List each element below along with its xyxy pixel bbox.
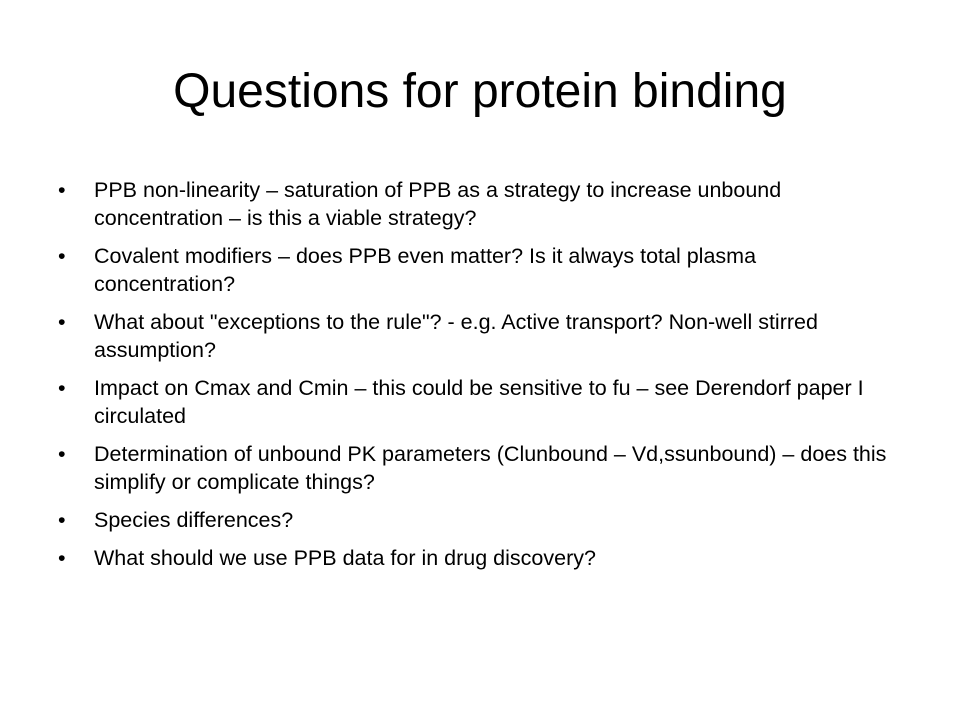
bullet-point: •	[58, 310, 66, 334]
bullet-point: •	[58, 508, 66, 532]
bullet-point: •	[58, 244, 66, 268]
bullet-text: Determination of unbound PK parameters (Clunbound – Vd,ssunbound) – does this simplify or complicate things?	[94, 442, 887, 494]
bullet-list	[58, 176, 898, 582]
bullet-point: •	[58, 546, 66, 570]
bullet-point: •	[58, 376, 66, 400]
bullet-item	[58, 544, 898, 572]
bullet-item	[58, 374, 898, 430]
bullet-item	[58, 506, 898, 534]
bullet-text: Species differences?	[94, 508, 294, 532]
bullet-text: What should we use PPB data for in drug discovery?	[94, 546, 596, 570]
bullet-point: •	[58, 178, 66, 202]
slide-title: Questions for protein binding	[173, 65, 787, 118]
bullet-item	[58, 440, 898, 496]
bullet-item	[58, 176, 898, 232]
bullet-text: What about "exceptions to the rule"? - e.g. Active transport? Non-well stirred assumption?	[94, 310, 818, 362]
bullet-text: Impact on Cmax and Cmin – this could be sensitive to fu – see Derendorf paper I circulated	[94, 376, 864, 428]
bullet-item	[58, 242, 898, 298]
bullet-item	[58, 308, 898, 364]
bullet-point: •	[58, 442, 66, 466]
bullet-text: Covalent modifiers – does PPB even matter? Is it always total plasma concentration?	[94, 244, 757, 296]
bullet-text: PPB non-linearity – saturation of PPB as a strategy to increase unbound concentration – is this a viable strategy?	[94, 178, 782, 230]
